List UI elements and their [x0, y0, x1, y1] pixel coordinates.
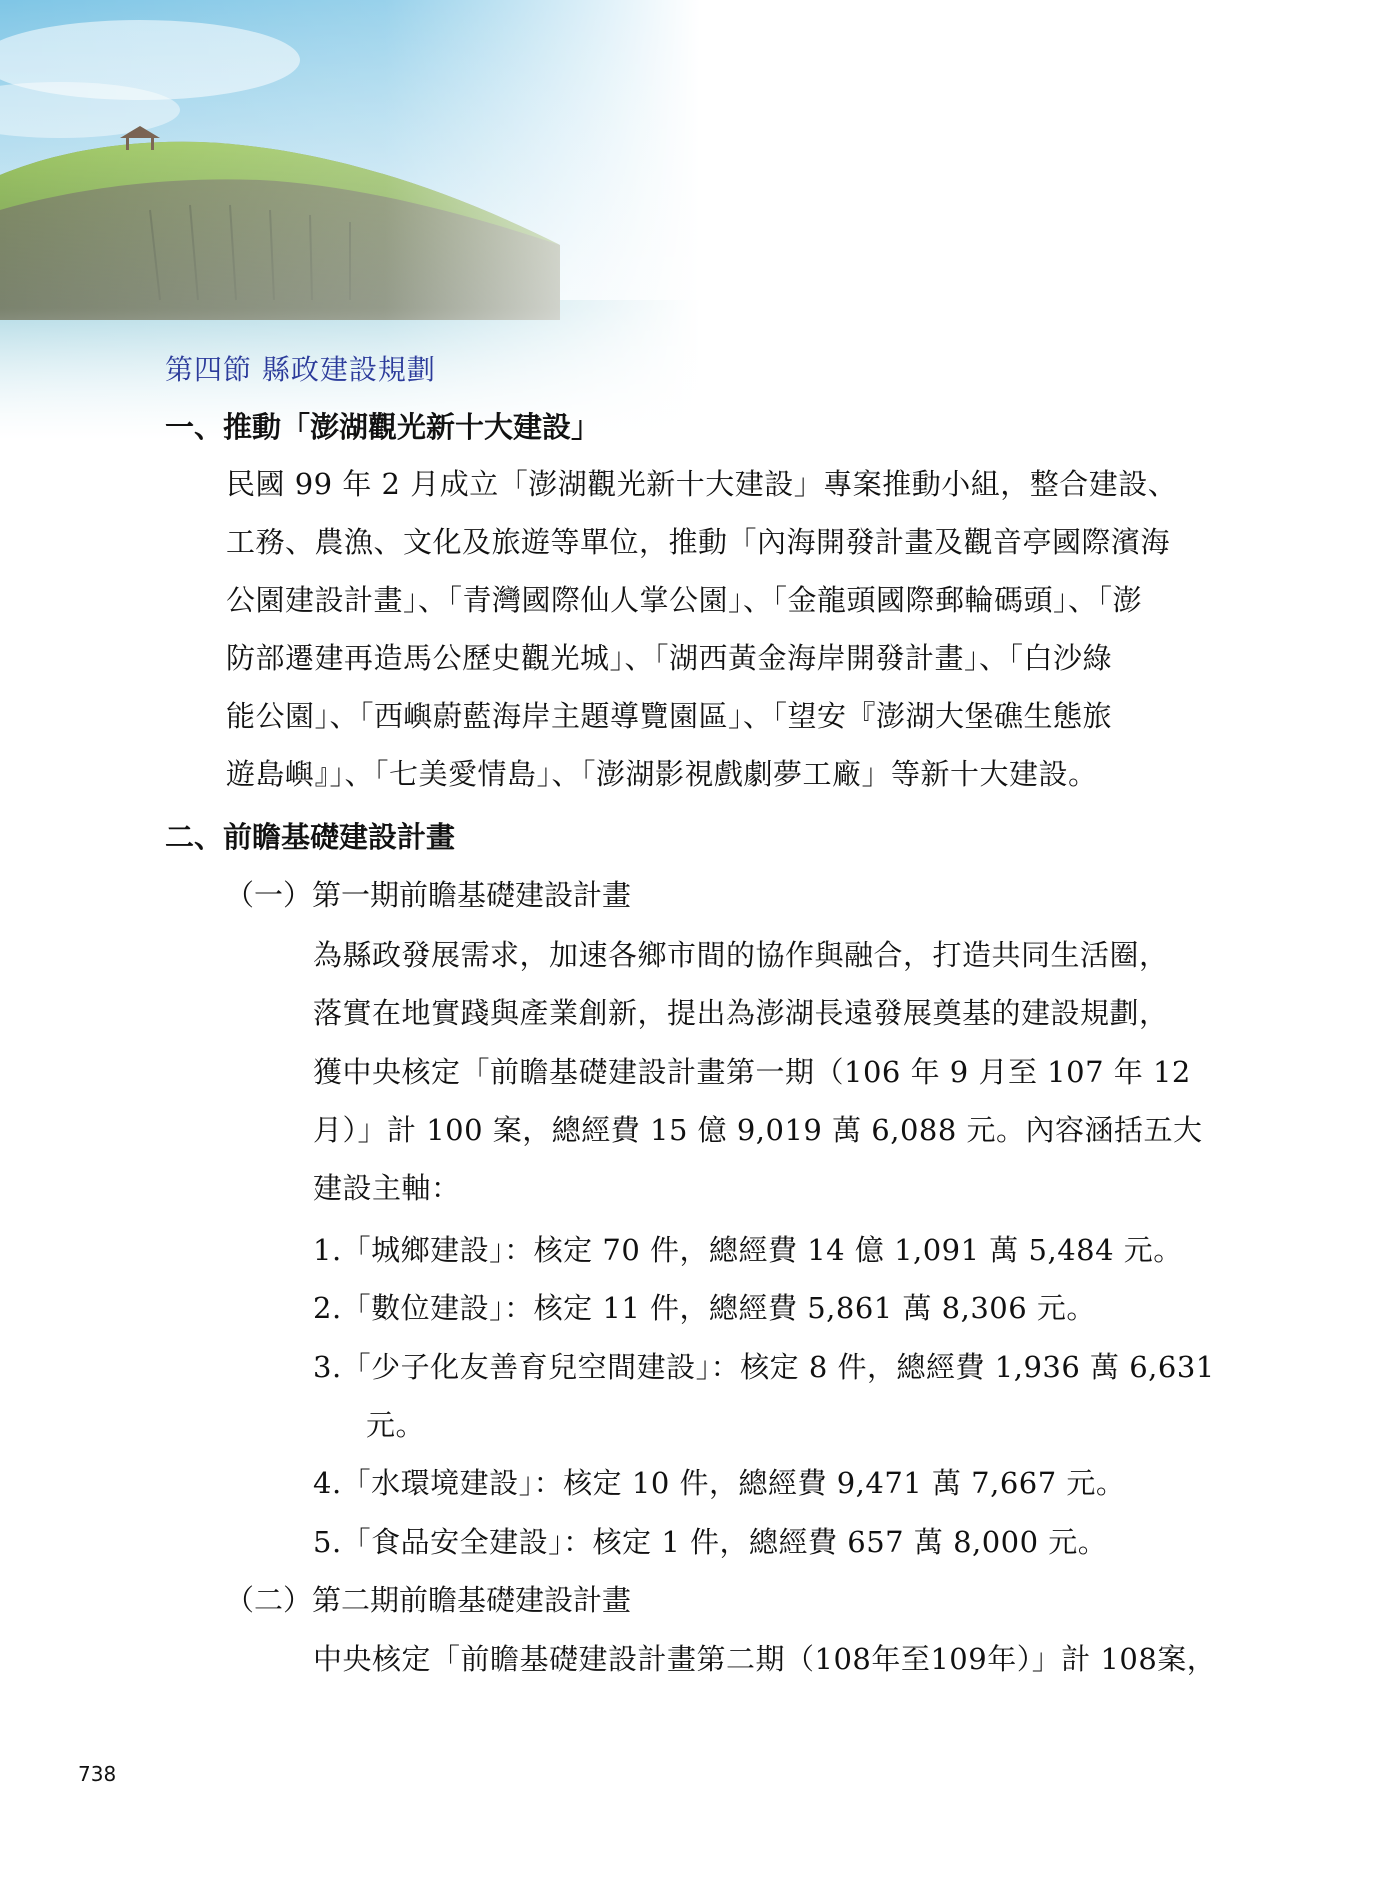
sub2-line: 中央核定「前瞻基礎建設計畫第二期（108年至109年）」計 108案，: [313, 1642, 1217, 1676]
part1-line: 遊島嶼』」、「七美愛情島」、「澎湖影視戲劇夢工廠」等新十大建設。: [226, 757, 1098, 791]
heading-part1: 一、推動「澎湖觀光新十大建設」: [165, 410, 601, 444]
part1-line: 公園建設計畫」、「青灣國際仙人掌公園」、「金龍頭國際郵輪碼頭」、「澎: [226, 583, 1143, 617]
part1-line: 民國 99 年 2 月成立「澎湖觀光新十大建設」專案推動小組，整合建設、: [226, 467, 1178, 501]
sub1-line: 建設主軸：: [313, 1171, 461, 1205]
part1-line: 防部遷建再造馬公歷史觀光城」、「湖西黃金海岸開發計畫」、「白沙綠: [226, 641, 1113, 675]
list-item: 4.「水環境建設」：核定 10 件，總經費 9,471 萬 7,667 元。: [313, 1466, 1126, 1500]
part1-line: 能公園」、「西嶼蔚藍海岸主題導覽園區」、「望安『澎湖大堡礁生態旅: [226, 699, 1113, 733]
list-item: 1.「城鄉建設」：核定 70 件，總經費 14 億 1,091 萬 5,484 元。: [313, 1233, 1183, 1267]
sub1-line: 為縣政發展需求，加速各鄉市間的協作與融合，打造共同生活圈，: [313, 938, 1169, 972]
list-item: 2.「數位建設」：核定 11 件，總經費 5,861 萬 8,306 元。: [313, 1291, 1096, 1325]
page-number: 738: [78, 1762, 117, 1786]
sub1-line: 月）」計 100 案，總經費 15 億 9,019 萬 6,088 元。內容涵括五大: [313, 1113, 1203, 1147]
list-item: 3.「少子化友善育兒空間建設」：核定 8 件，總經費 1,936 萬 6,631: [313, 1350, 1215, 1384]
heading-part2: 二、前瞻基礎建設計畫: [165, 820, 456, 854]
section-title: 第四節 縣政建設規劃: [165, 353, 436, 386]
sub1-line: 獲中央核定「前瞻基礎建設計畫第一期（106 年 9 月至 107 年 12: [313, 1055, 1191, 1089]
heading-sub1: （一）第一期前瞻基礎建設計畫: [225, 878, 632, 912]
list-item: 5.「食品安全建設」：核定 1 件，總經費 657 萬 8,000 元。: [313, 1525, 1108, 1559]
sub1-line: 落實在地實踐與產業創新，提出為澎湖長遠發展奠基的建設規劃，: [313, 996, 1169, 1030]
part1-line: 工務、農漁、文化及旅遊等單位，推動「內海開發計畫及觀音亭國際濱海: [226, 525, 1171, 559]
list-item-continuation: 元。: [366, 1408, 426, 1442]
heading-sub2: （二）第二期前瞻基礎建設計畫: [225, 1583, 632, 1617]
